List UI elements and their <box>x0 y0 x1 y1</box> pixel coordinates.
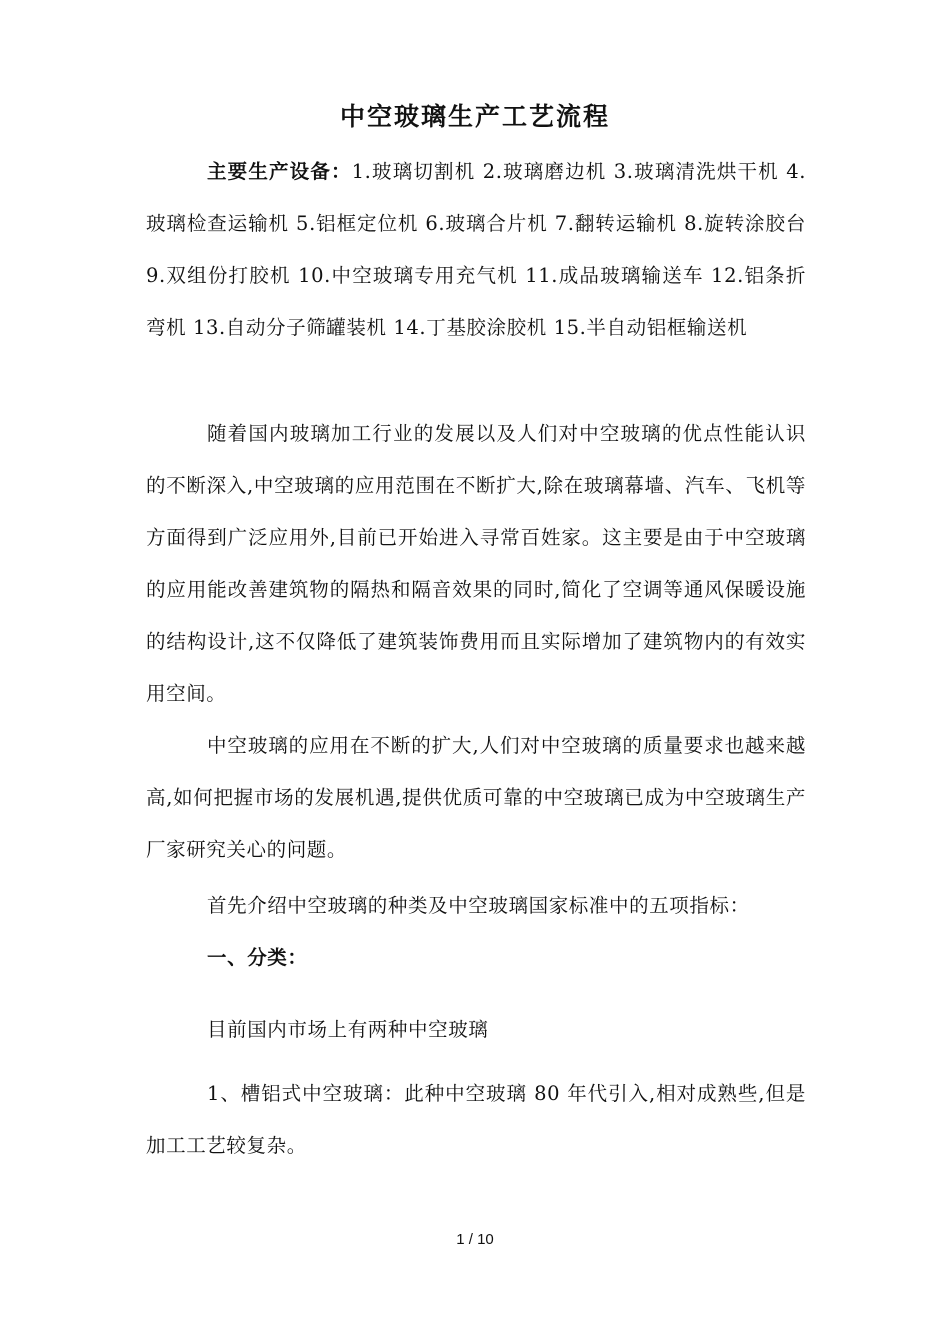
document-title: 中空玻璃生产工艺流程 <box>339 102 610 131</box>
type-1-paragraph: 1、槽铝式中空玻璃：此种中空玻璃 80 年代引入,相对成熟些,但是加工工艺较复杂。 <box>146 1082 806 1157</box>
intro-paragraph-3: 首先介绍中空玻璃的种类及中空玻璃国家标准中的五项指标： <box>207 894 750 917</box>
equipment-paragraph <box>146 146 806 354</box>
intro-paragraph-2: 中空玻璃的应用在不断的扩大,人们对中空玻璃的质量要求也越来越高,如何把握市场的发展机遇,提供优质可靠的中空玻璃已成为中空玻璃生产厂家研究关心的问题。 <box>146 734 806 861</box>
equipment-label: 主要生产设备： <box>207 160 352 183</box>
intro-paragraph-1: 随着国内玻璃加工行业的发展以及人们对中空玻璃的优点性能认识的不断深入,中空玻璃的应用范围在不断扩大,除在玻璃幕墙、汽车、飞机等方面得到广泛应用外,目前已开始进入寻常百姓家。这主要是由于中空玻璃的应用能改善建筑物的隔热和隔音效果的同时,简化了空调等通风保暖设施的结构设计,这不仅降低了建筑装饰费用而且实际增加了建筑物内的有效实用空间。 <box>146 422 806 705</box>
section-heading-classification: 一、分类： <box>207 946 308 969</box>
equipment-list: 1.玻璃切割机 2.玻璃磨边机 3.玻璃清洗烘干机 4.玻璃检查运输机 5.铝框定位机 6.玻璃合片机 7.翻转运输机 8.旋转涂胶台 9.双组份打胶机 10.中空玻璃专用充气机 11.成品玻璃输送车 12.铝条折弯机 13.自动分子筛罐装机 14.丁基胶涂胶机 15.半自动铝框输送机 <box>146 160 806 339</box>
market-paragraph: 目前国内市场上有两种中空玻璃 <box>207 1018 489 1041</box>
page-number: 1 / 10 <box>456 1231 494 1248</box>
